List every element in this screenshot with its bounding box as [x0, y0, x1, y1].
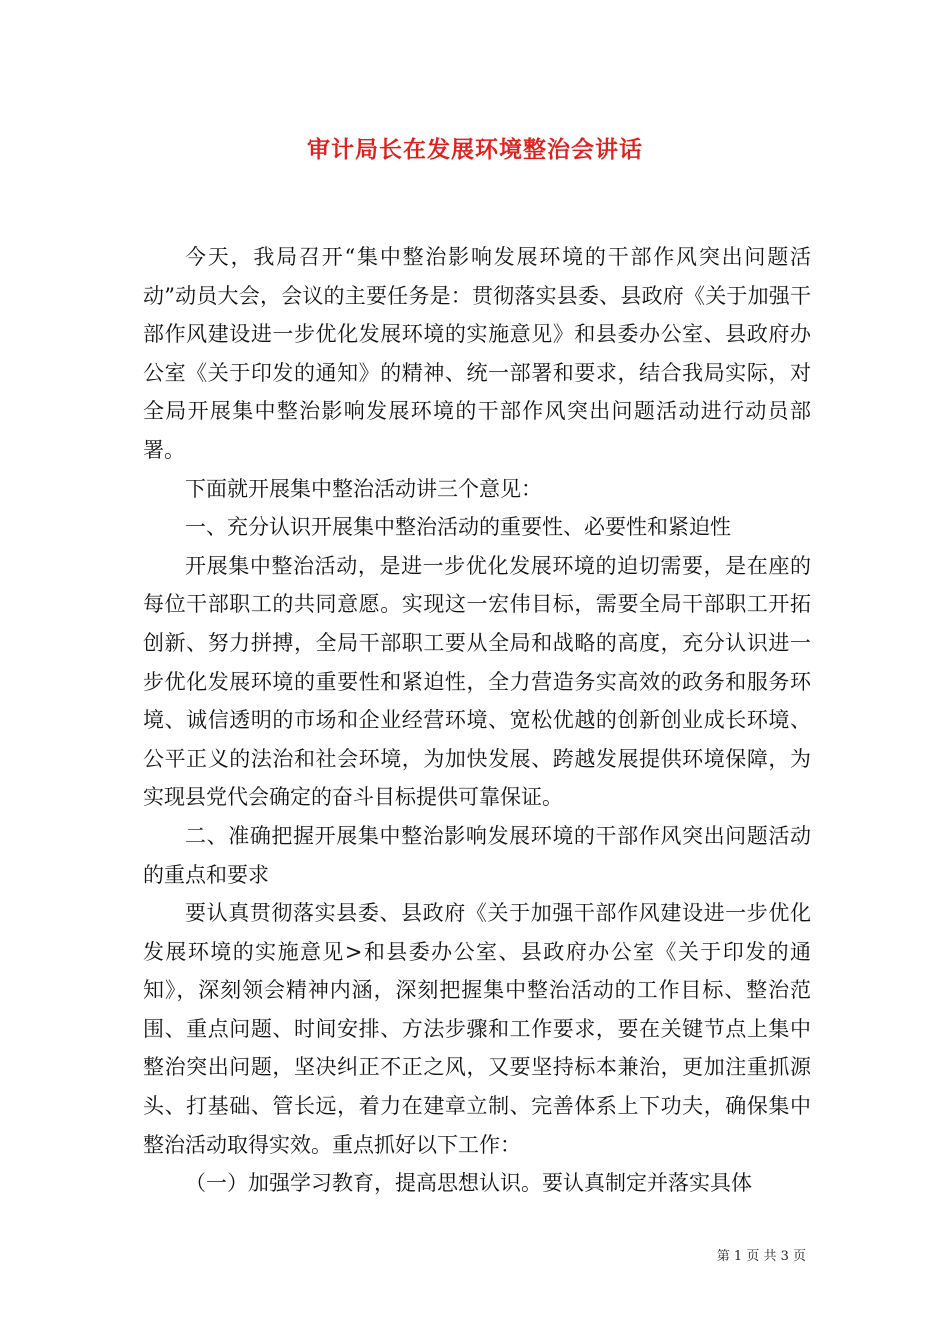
- paragraph: 今天，我局召开“集中整治影响发展环境的干部作风突出问题活动”动员大会，会议的主要任务是：贯彻落实县委、县政府《关于加强干部作风建设进一步优化发展环境的实施意见》和县委办公室、县政府办公室《关于印发的通知》的精神、统一部署和要求，结合我局实际，对全局开展集中整治影响发展环境的干部作风突出问题活动进行动员部署。: [143, 245, 811, 462]
- paragraph: 开展集中整治活动，是进一步优化发展环境的迫切需要，是在座的每位干部职工的共同意愿。实现这一宏伟目标，需要全局干部职工开拓创新、努力拼搏，全局干部职工要从全局和战略的高度，充分认识进一步优化发展环境的重要性和紧迫性，全力营造务实高效的政务和服务环境、诚信透明的市场和企业经营环境、宽松优越的创新创业成长环境、公平正义的法治和社会环境，为加快发展、跨越发展提供环境保障，为实现县党代会确定的奋斗目标提供可靠保证。: [143, 553, 811, 810]
- document-title: 审计局长在发展环境整治会讲话: [307, 136, 643, 163]
- document-body: [143, 238, 811, 1203]
- paragraph: 要认真贯彻落实县委、县政府《关于加强干部作风建设进一步优化发展环境的实施意见>和县委办公室、县政府办公室《关于印发的通知》，深刻领会精神内涵，深刻把握集中整治活动的工作目标、整治范围、重点问题、时间安排、方法步骤和工作要求，要在关键节点上集中整治突出问题，坚决纠正不正之风，又要坚持标本兼治，更加注重抓源头、打基础、管长远，着力在建章立制、完善体系上下功夫，确保集中整治活动取得实效。重点抓好以下工作：: [143, 901, 811, 1157]
- section-heading: 二、准确把握开展集中整治影响发展环境的干部作风突出问题活动的重点和要求: [143, 823, 811, 887]
- paragraph: （一）加强学习教育，提高思想认识。要认真制定并落实具体: [185, 1171, 752, 1196]
- section-heading: 一、充分认识开展集中整治活动的重要性、必要性和紧迫性: [185, 515, 731, 540]
- paragraph: 下面就开展集中整治活动讲三个意见：: [185, 476, 542, 501]
- page-number: 第 1 页 共 3 页: [716, 1249, 806, 1264]
